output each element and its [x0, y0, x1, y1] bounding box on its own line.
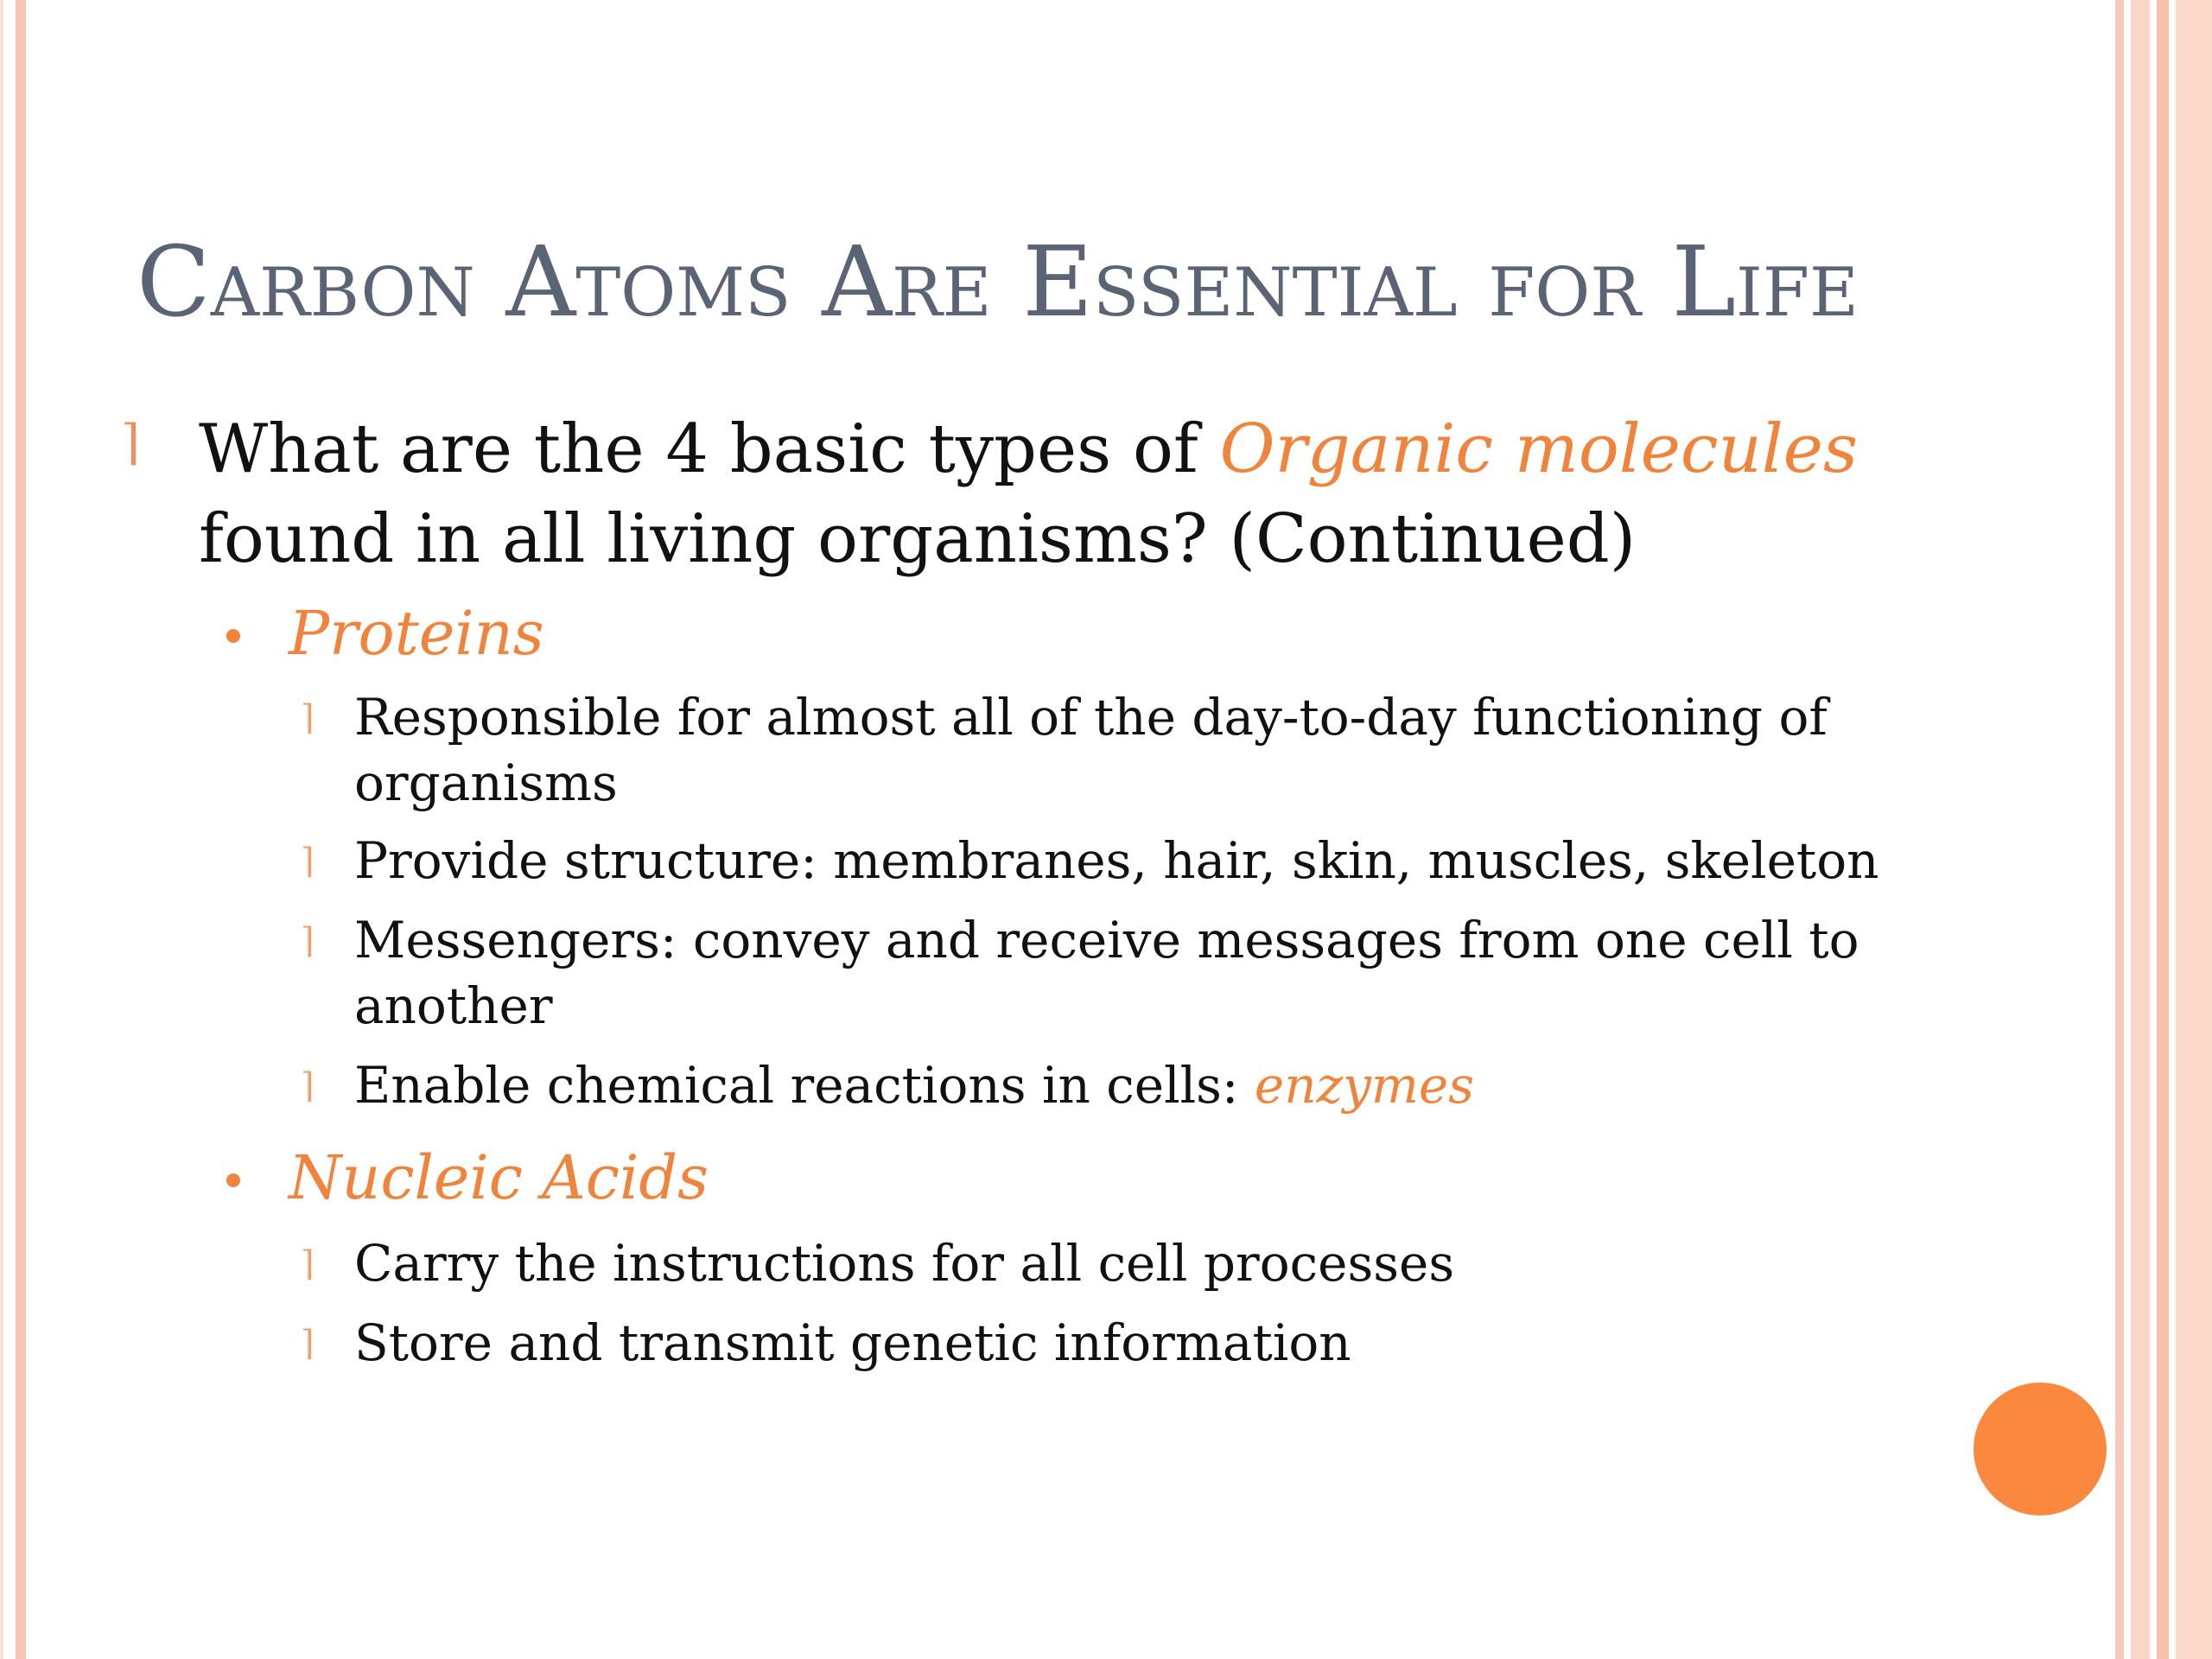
left-edge-stripe	[0, 0, 3, 1659]
list-item: Provide structure: membranes, hair, skin, muscles, skeleton	[354, 831, 1879, 890]
list-item: Store and transmit genetic information	[354, 1313, 1351, 1372]
list-item-text: Enable chemical reactions in cells:	[354, 1056, 1255, 1115]
list-item	[354, 1052, 1953, 1118]
question-tail: found in all living organisms? (Continued)	[199, 500, 1637, 578]
section-heading-proteins: Proteins	[289, 598, 544, 669]
sub-bullet-marker-icon: ⌉	[301, 698, 315, 738]
list-item: Responsible for almost all of the day-to-day functioning of organisms	[354, 688, 1827, 812]
left-border-stripe	[16, 0, 26, 1659]
right-border-stripe-4	[2176, 0, 2212, 1659]
question-lead: What are the 4 basic types of	[199, 410, 1220, 488]
right-border-stripe-3	[2157, 0, 2169, 1659]
question-text	[199, 404, 1927, 584]
sub-bullet-marker-icon: ⌉	[301, 1324, 315, 1363]
section-heading-nucleic-acids: Nucleic Acids	[289, 1142, 709, 1213]
decorative-orange-circle	[1974, 1382, 2107, 1516]
list-item-highlight: enzymes	[1254, 1056, 1474, 1115]
list-item: Messengers: convey and receive messages from one cell to another	[354, 911, 1859, 1035]
right-border-stripe-2	[2131, 0, 2150, 1659]
right-border-stripe-1	[2115, 0, 2124, 1659]
sub-bullet-marker-icon: ⌉	[301, 1066, 315, 1106]
sub-bullet-marker-icon: ⌉	[301, 842, 315, 881]
question-highlight: Organic molecules	[1219, 410, 1858, 488]
list-item: Carry the instructions for all cell processes	[354, 1234, 1455, 1293]
slide-title: Carbon Atoms Are Essential for Life	[137, 226, 1859, 339]
bullet-dot-icon	[226, 1173, 240, 1187]
bullet-dot-icon	[226, 629, 240, 643]
sub-bullet-marker-icon: ⌉	[301, 921, 315, 961]
bullet-marker-icon: ⌉	[121, 415, 140, 471]
sub-bullet-marker-icon: ⌉	[301, 1244, 315, 1284]
